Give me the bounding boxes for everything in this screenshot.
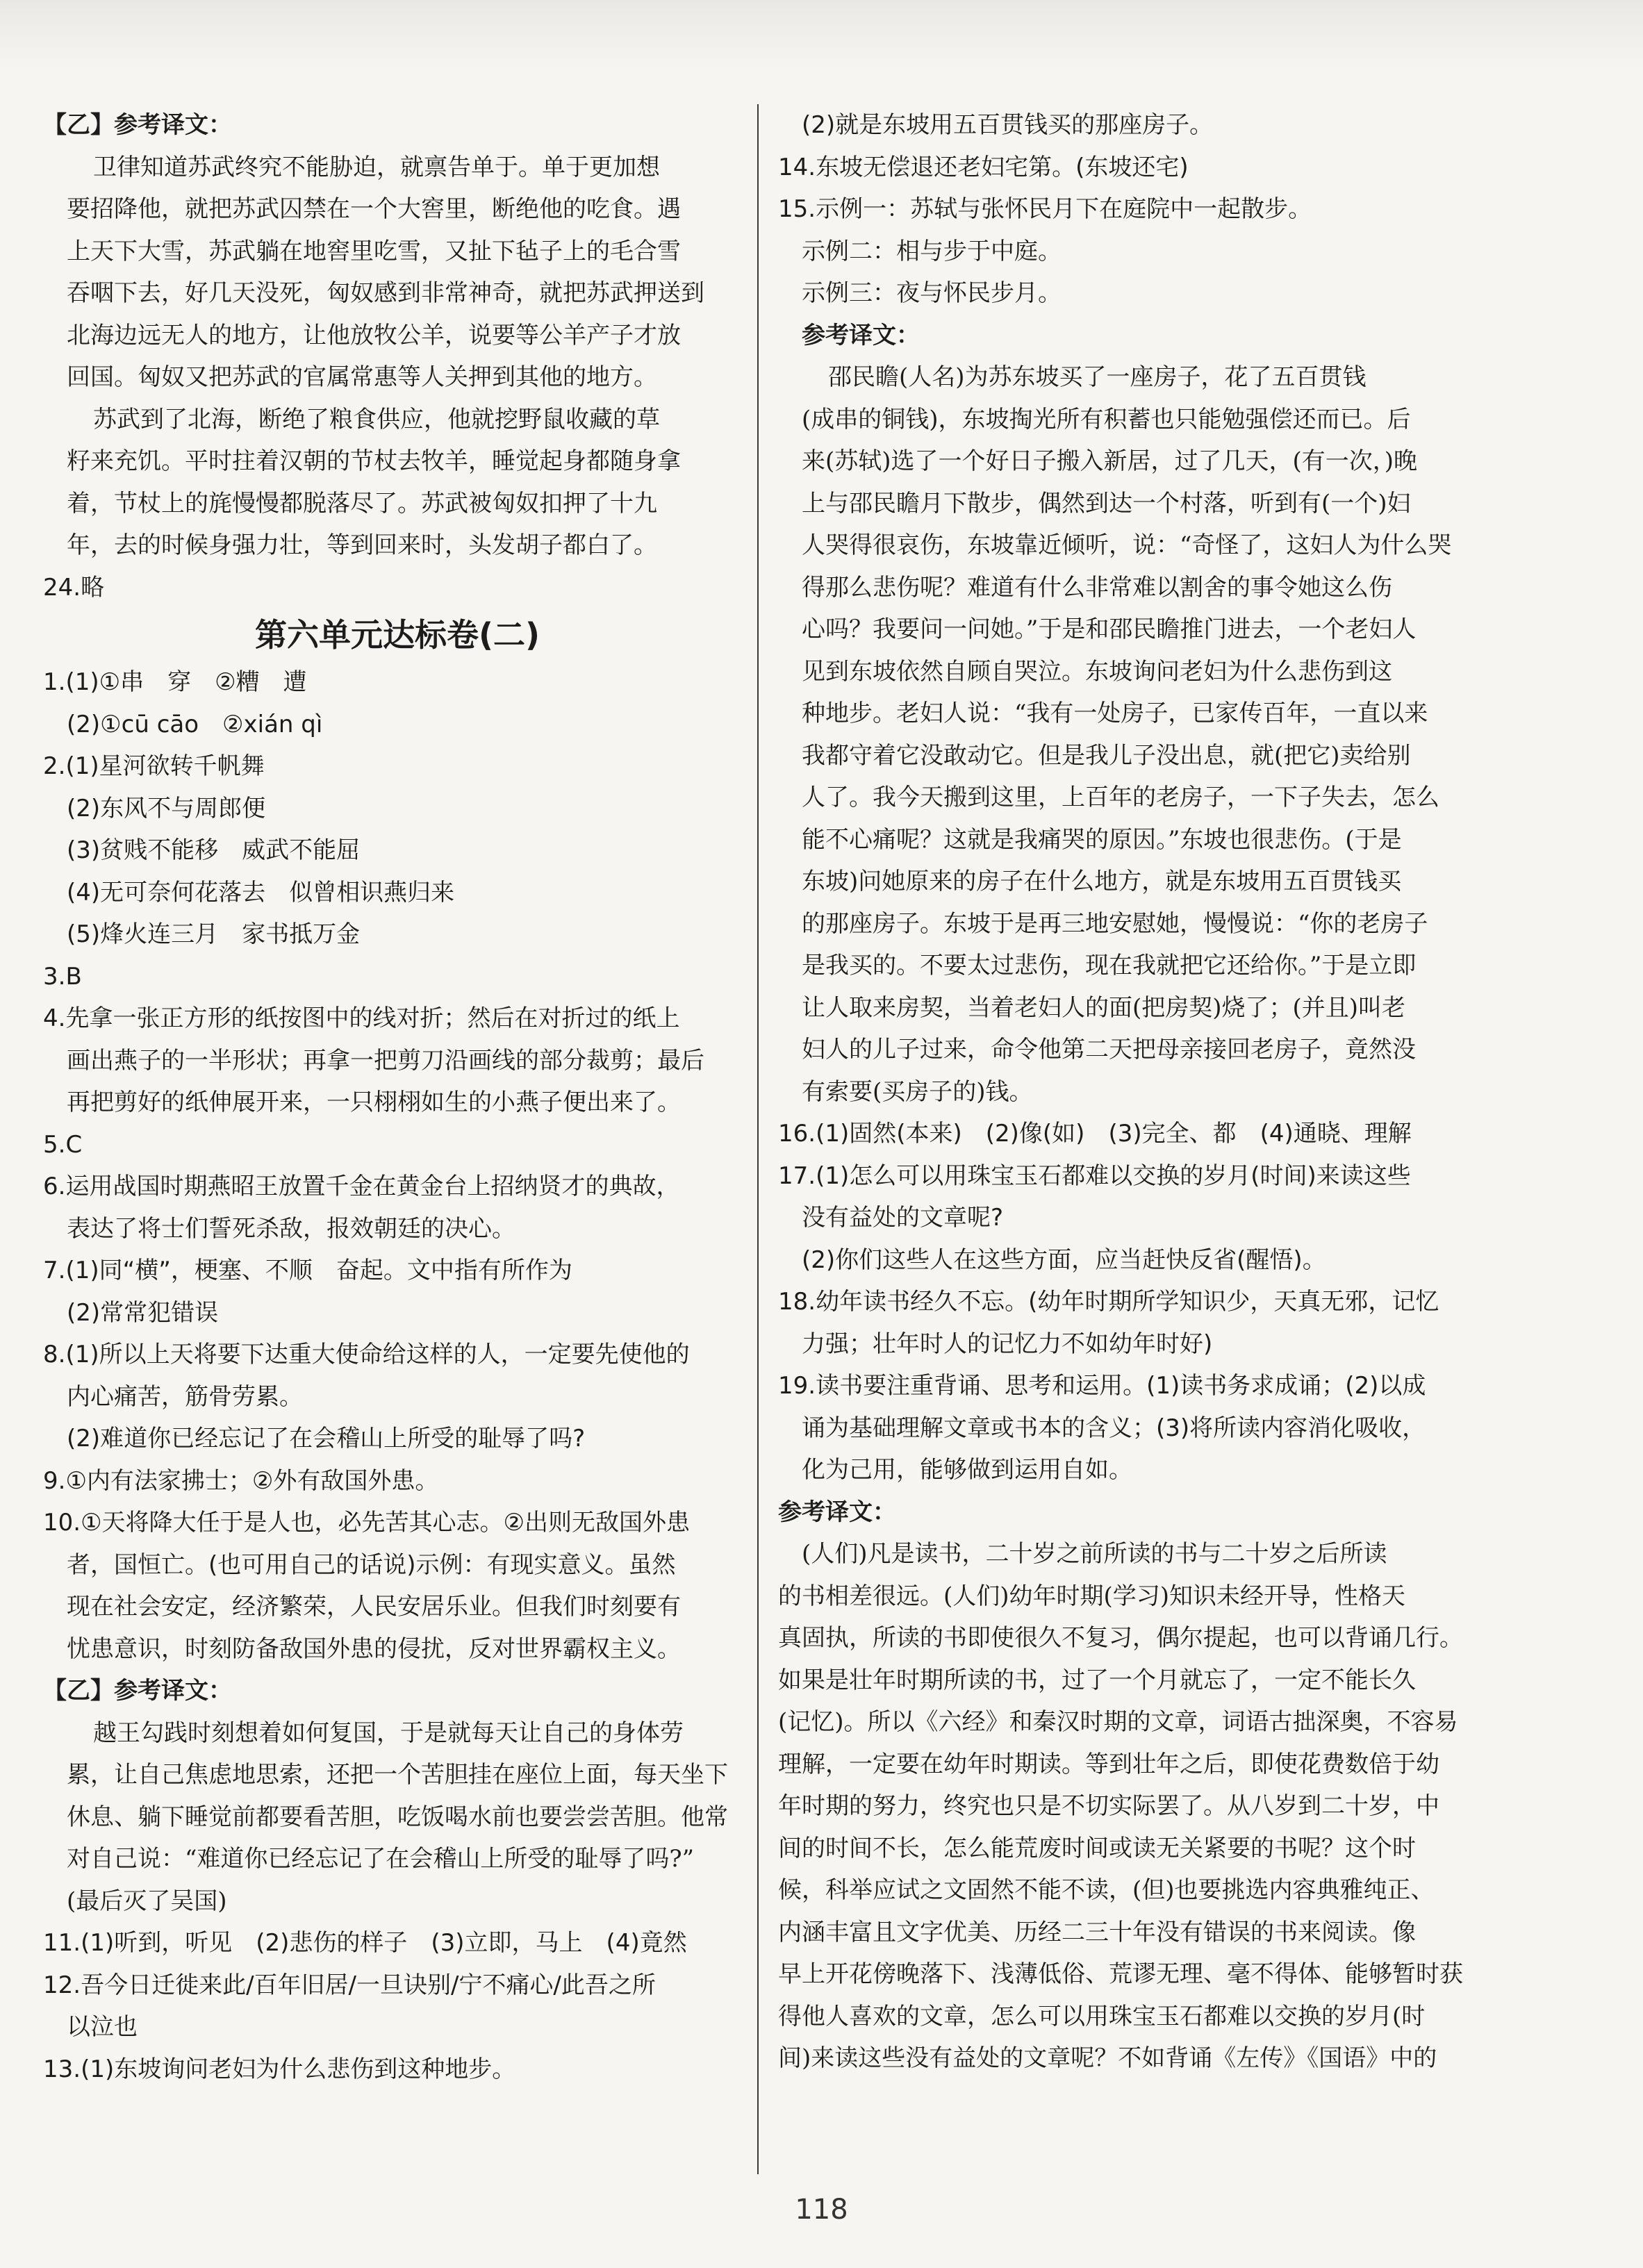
text-line: 妇人的儿子过来，命令他第二天把母亲接回老房子，竟然没 [802, 1036, 1416, 1063]
text-line: 真固执，所读的书即使很久不复习，偶尔提起，也可以背诵几行。 [778, 1624, 1463, 1652]
column-divider [757, 104, 759, 2174]
text-line: 年时期的努力，终究也只是不切实际罢了。从八岁到二十岁，中 [778, 1792, 1439, 1820]
right-column [778, 104, 1501, 2080]
text-line: 心吗？我要问一问她。”于是和邵民瞻推门进去，一个老妇人 [802, 615, 1417, 643]
answer-item: 示例三：夜与怀民步月。 [802, 279, 1062, 307]
text-line: 让人取来房契，当着老妇人的面(把房契)烧了；(并且)叫老 [802, 993, 1406, 1022]
answer-item: 2.(1)星河欲转千帆舞 [43, 752, 265, 780]
text-line: 得那么悲伤呢？难道有什么非常难以割舍的事令她这么伤 [802, 573, 1392, 602]
answer-item: (2)你们这些人在这些方面，应当赶快反省(醒悟)。 [802, 1245, 1326, 1274]
answer-item: (4)无可奈何花落去 似曾相识燕归来 [67, 878, 455, 907]
text-line: 种地步。老妇人说：“我有一处房子，已家传百年，一直以来 [802, 700, 1428, 727]
answer-item: 13.(1)东坡询问老妇为什么悲伤到这种地步。 [43, 2055, 516, 2083]
answer-item: 16.(1)固然(本来) (2)像(如) (3)完全、都 (4)通晓、理解 [778, 1120, 1412, 1148]
answer-item: 4.先拿一张正方形的纸按图中的线对折；然后在对折过的纸上 [43, 1004, 680, 1032]
answer-item: 以泣也 [67, 2013, 138, 2041]
answer-item: 17.(1)怎么可以用珠宝玉石都难以交换的岁月(时间)来读这些 [778, 1161, 1411, 1190]
answer-item: 7.(1)同“横”，梗塞、不顺 奋起。文中指有所作为 [43, 1257, 572, 1284]
answer-item: 1.(1)①串 穿 ②糟 遭 [43, 668, 307, 696]
text-line: 见到东坡依然自顾自哭泣。东坡询问老妇为什么悲伤到这 [802, 657, 1392, 686]
text-line: 卫律知道苏武终究不能胁迫，就禀告单于。单于更加想 [93, 153, 660, 181]
text-line: 间的时间不长，怎么能荒废时间或读无关紧要的书呢？这个时 [778, 1834, 1416, 1862]
answer-item: 忧患意识，时刻防备敌国外患的侵扰，反对世界霸权主义。 [67, 1634, 681, 1663]
text-line: 的书相差很远。(人们)幼年时期(学习)知识未经开导，性格天 [778, 1582, 1406, 1610]
text-line: 上天下大雪，苏武躺在地窖里吃雪，又扯下毡子上的毛合雪 [67, 237, 681, 265]
text-line: 候，科举应试之文固然不能不读，(但)也要挑选内容典雅纯正、 [778, 1876, 1435, 1904]
text-line: 间)来读这些没有益处的文章呢？不如背诵《左传》《国语》中的 [778, 2044, 1437, 2072]
text-line: 邵民瞻(人名)为苏东坡买了一座房子，花了五百贯钱 [828, 363, 1367, 391]
section-heading: 参考译文： [802, 321, 920, 349]
answer-item: 11.(1)听到，听见 (2)悲伤的样子 (3)立即，马上 (4)竟然 [43, 1929, 687, 1957]
answer-item: (2)常常犯错误 [67, 1298, 219, 1327]
answer-item: 内心痛苦，筋骨劳累。 [67, 1382, 303, 1411]
answer-item: 8.(1)所以上天将要下达重大使命给这样的人，一定要先使他的 [43, 1341, 690, 1368]
answer-item: 19.读书要注重背诵、思考和运用。(1)读书务求成诵；(2)以成 [778, 1372, 1426, 1400]
text-line: 人哭得很哀伤，东坡靠近倾听，说：“奇怪了，这妇人为什么哭 [802, 531, 1452, 559]
answer-item: (2)东风不与周郎便 [67, 794, 266, 822]
answer-item: 现在社会安定，经济繁荣，人民安居乐业。但我们时刻要有 [67, 1593, 681, 1621]
answer-item: 9.①内有法家拂士；②外有敌国外患。 [43, 1466, 439, 1495]
answer-item: 24.略 [43, 573, 105, 602]
text-line: 理解，一定要在幼年时期读。等到壮年之后，即使花费数倍于幼 [778, 1750, 1439, 1778]
text-line: 得他人喜欢的文章，怎么可以用珠宝玉石都难以交换的岁月(时 [778, 2002, 1426, 2030]
text-line: 上与邵民瞻月下散步，偶然到达一个村落，听到有(一个)妇 [802, 489, 1411, 518]
text-line: 对自己说：“难道你已经忘记了在会稽山上所受的耻辱了吗?” [67, 1845, 694, 1873]
answer-item: (2)①cū cāo ②xián qì [67, 710, 323, 738]
section-heading: 参考译文： [778, 1498, 896, 1526]
text-line: (人们)凡是读书，二十岁之前所读的书与二十岁之后所读 [802, 1540, 1387, 1568]
answer-item: 者，国恒亡。(也可用自己的话说)示例：有现实意义。虽然 [67, 1550, 676, 1579]
answer-item: 15.示例一：苏轼与张怀民月下在庭院中一起散步。 [778, 195, 1312, 223]
answer-item: (5)烽火连三月 家书抵万金 [67, 920, 361, 948]
text-line: 回国。匈奴又把苏武的官属常惠等人关押到其他的地方。 [67, 363, 657, 391]
section-title: 第六单元达标卷(二) [254, 616, 540, 654]
answer-item: 10.①天将降大任于是人也，必先苦其心志。②出则无敌国外患 [43, 1509, 691, 1537]
text-line: 人了。我今天搬到这里，上百年的老房子，一下子失去，怎么 [802, 784, 1439, 811]
answer-item: 表达了将士们誓死杀敌，报效朝廷的决心。 [67, 1214, 515, 1243]
scan-edge [0, 0, 1643, 69]
answer-item: 力强；壮年时人的记忆力不如幼年时好) [802, 1330, 1213, 1358]
text-line: 东坡)问她原来的房子在什么地方，就是东坡用五百贯钱买 [802, 868, 1402, 895]
text-line: 籽来充饥。平时拄着汉朝的节杖去牧羊，睡觉起身都随身拿 [67, 447, 681, 475]
answer-item: 诵为基础理解文章或书本的含义；(3)将所读内容消化吸收， [802, 1414, 1426, 1442]
text-line: 吞咽下去，好几天没死，匈奴感到非常神奇，就把苏武押送到 [67, 279, 704, 307]
answer-item: (3)贫贱不能移 威武不能屈 [67, 836, 361, 864]
text-line: 北海边远无人的地方，让他放牧公羊，说要等公羊产子才放 [67, 321, 681, 349]
answer-item: 12.吾今日迁徙来此/百年旧居/一旦诀别/宁不痛心/此吾之所 [43, 1971, 656, 1999]
text-line: 如果是壮年时期所读的书，过了一个月就忘了，一定不能长久 [778, 1666, 1416, 1694]
page-number: 118 [795, 2194, 848, 2226]
section-heading: 【乙】参考译文： [43, 111, 232, 139]
answer-item: 示例二：相与步于中庭。 [802, 237, 1062, 265]
text-line: 苏武到了北海，断绝了粮食供应，他就挖野鼠收藏的草 [93, 405, 660, 433]
left-column [43, 104, 752, 2090]
text-line: 我都守着它没敢动它。但是我儿子没出息，就(把它)卖给别 [802, 741, 1411, 770]
text-line: (成串的铜钱)，东坡掏光所有积蓄也只能勉强偿还而已。后 [802, 405, 1411, 433]
answer-item: (2)就是东坡用五百贯钱买的那座房子。 [802, 111, 1214, 139]
text-line: 是我买的。不要太过悲伤，现在我就把它还给你。”于是立即 [802, 952, 1417, 979]
answer-item: 6.运用战国时期燕昭王放置千金在黄金台上招纳贤才的典故， [43, 1173, 680, 1200]
text-line: 休息、躺下睡觉前都要看苦胆，吃饭喝水前也要尝尝苦胆。他常 [67, 1803, 728, 1831]
text-line: 内涵丰富且文字优美、历经二三十年没有错误的书来阅读。像 [778, 1918, 1416, 1946]
answer-item: 画出燕子的一半形状；再拿一把剪刀沿画线的部分裁剪；最后 [67, 1046, 704, 1075]
text-line: 能不心痛呢？这就是我痛哭的原因。”东坡也很悲伤。(于是 [802, 825, 1402, 854]
text-line: 的那座房子。东坡于是再三地安慰她，慢慢说：“你的老房子 [802, 909, 1428, 938]
text-line: 累，让自己焦虑地思索，还把一个苦胆挂在座位上面，每天坐下 [67, 1761, 728, 1789]
answer-item: 5.C [43, 1130, 83, 1159]
text-line: 越王勾践时刻想着如何复国，于是就每天让自己的身体劳 [93, 1719, 684, 1747]
answer-item: 化为己用，能够做到运用自如。 [802, 1456, 1132, 1484]
text-line: 着，节杖上的旄慢慢都脱落尽了。苏武被匈奴扣押了十九 [67, 489, 657, 518]
section-heading: 【乙】参考译文： [43, 1677, 232, 1705]
answer-item: (2)难道你已经忘记了在会稽山上所受的耻辱了吗? [67, 1425, 586, 1452]
answer-item: 再把剪好的纸伸展开来，一只栩栩如生的小燕子便出来了。 [67, 1089, 681, 1116]
answer-item: 18.幼年读书经久不忘。(幼年时期所学知识少，天真无邪，记忆 [778, 1288, 1439, 1316]
text-line: 要招降他，就把苏武囚禁在一个大窖里，断绝他的吃食。遇 [67, 195, 681, 223]
text-line: 年，去的时候身强力壮，等到回来时，头发胡子都白了。 [67, 531, 657, 559]
answer-item: 3.B [43, 962, 82, 991]
text-line: (记忆)。所以《六经》和秦汉时期的文章，词语古拙深奥，不容易 [778, 1708, 1458, 1736]
answer-item: 没有益处的文章呢? [802, 1204, 1004, 1232]
text-line: 来(苏轼)选了一个好日子搬入新居，过了几天，(有一次，)晚 [802, 447, 1418, 475]
text-line: 有索要(买房子的)钱。 [802, 1077, 1033, 1106]
text-line: (最后灭了吴国) [67, 1887, 227, 1915]
text-line: 早上开花傍晚落下、浅薄低俗、荒谬无理、毫不得体、能够暂时获 [778, 1960, 1463, 1988]
answer-item: 14.东坡无偿退还老妇宅第。(东坡还宅) [778, 153, 1189, 181]
